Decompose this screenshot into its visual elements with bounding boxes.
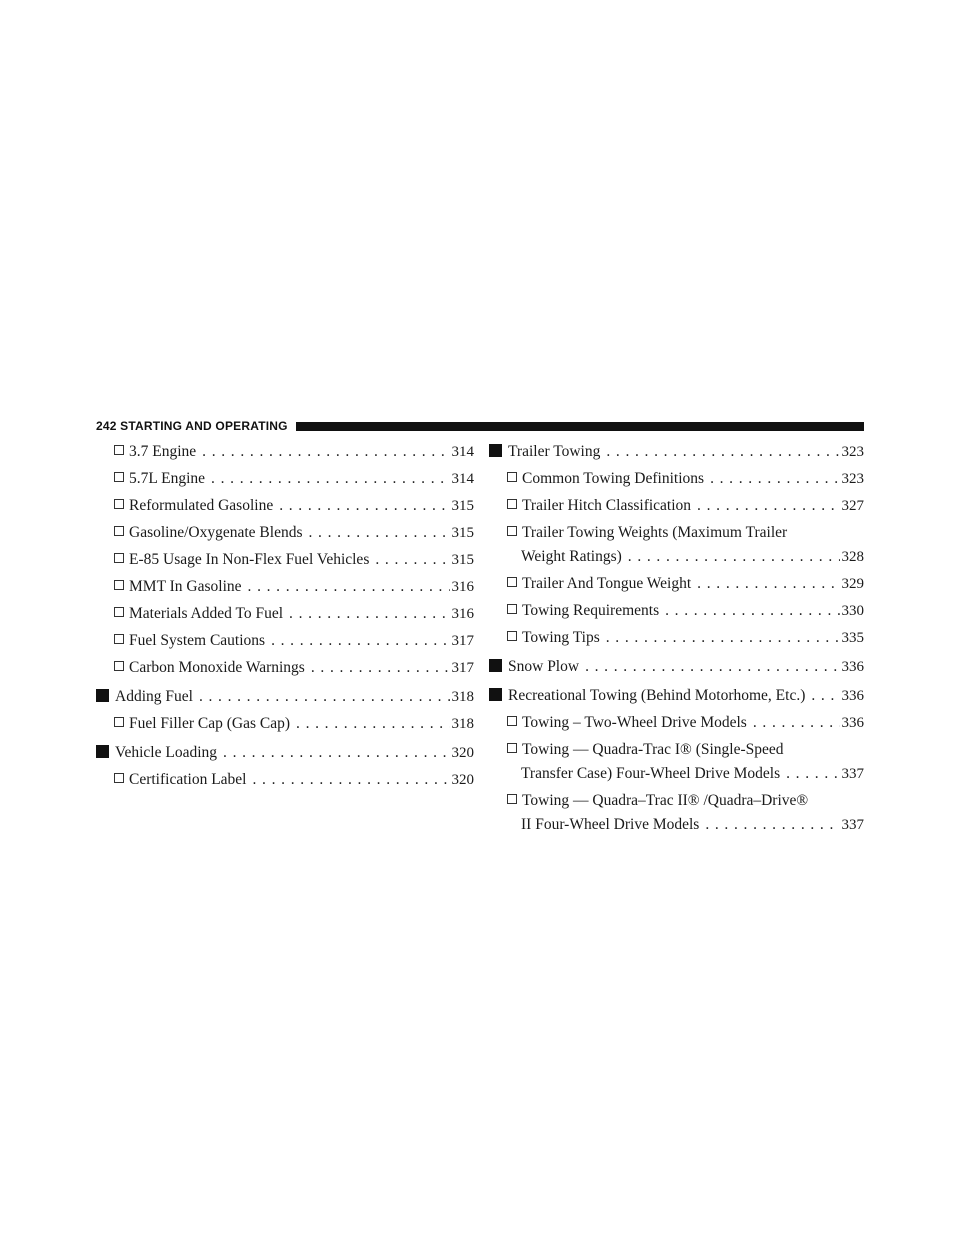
open-square-bullet-icon (507, 526, 517, 536)
toc-page-number: 328 (841, 549, 864, 565)
dot-leader (659, 599, 840, 623)
toc-entry-title-continued: Transfer Case) Four-Wheel Drive Models (521, 765, 781, 782)
toc-line (507, 467, 864, 491)
toc-subsection-entry (96, 467, 474, 491)
open-square-bullet-icon (507, 631, 517, 641)
toc-subsection-entry (96, 629, 474, 653)
toc-page-number: 329 (841, 576, 864, 592)
toc-line-continuation (507, 813, 864, 837)
dot-leader (369, 548, 450, 572)
dot-leader (579, 655, 840, 679)
toc-subsection-entry (96, 602, 474, 626)
toc-entry-title: Vehicle Loading (115, 744, 218, 761)
toc-page-number: 320 (451, 745, 474, 761)
dot-leader (691, 572, 840, 596)
toc-line (114, 548, 474, 572)
dot-leader (622, 545, 840, 569)
dot-leader (704, 467, 840, 491)
open-square-bullet-icon (114, 580, 124, 590)
toc-entry-title: 5.7L Engine (129, 470, 206, 487)
toc-entry-title: Recreational Towing (Behind Motorhome, Etc.) (508, 687, 806, 704)
dot-leader (302, 521, 450, 545)
toc-subsection-entry (489, 599, 864, 623)
open-square-bullet-icon (114, 526, 124, 536)
toc-line (507, 521, 864, 545)
dot-leader (196, 440, 450, 464)
open-square-bullet-icon (507, 499, 517, 509)
dot-leader (193, 685, 450, 709)
toc-entry-title: Snow Plow (508, 658, 580, 675)
toc-entry-title: Towing Tips (522, 629, 600, 646)
toc-line (114, 494, 474, 518)
dot-leader (247, 768, 451, 792)
toc-page-number: 317 (451, 660, 474, 676)
toc-left-column (96, 440, 474, 792)
open-square-bullet-icon (507, 472, 517, 482)
toc-entry-title: Trailer Hitch Classification (522, 497, 692, 514)
toc-page-number: 336 (841, 688, 864, 704)
filled-square-bullet-icon (489, 444, 502, 457)
toc-page-number: 316 (451, 579, 474, 595)
toc-entry-title: Towing — Quadra–Trac II® /Quadra–Drive® (522, 792, 809, 809)
toc-line (96, 741, 474, 765)
dot-leader (805, 684, 840, 708)
toc-page-number: 327 (841, 498, 864, 514)
toc-line (507, 711, 864, 735)
toc-page-number: 330 (841, 603, 864, 619)
toc-page-number: 314 (451, 444, 474, 460)
dot-leader (691, 494, 840, 518)
dot-leader (747, 711, 840, 735)
toc-entry-title: Towing – Two-Wheel Drive Models (522, 714, 747, 731)
toc-subsection-entry (96, 575, 474, 599)
toc-right-column (489, 440, 864, 837)
toc-page-number: 314 (451, 471, 474, 487)
dot-leader (217, 741, 450, 765)
toc-section-entry (96, 741, 474, 765)
toc-page-number: 337 (841, 817, 864, 833)
toc-subsection-entry (489, 467, 864, 491)
header-rule (296, 422, 864, 431)
toc-entry-title: Carbon Monoxide Warnings (129, 659, 305, 676)
toc-entry-title-continued: Weight Ratings) (521, 548, 622, 565)
toc-subsection-entry (489, 789, 864, 837)
open-square-bullet-icon (507, 577, 517, 587)
toc-page-number: 318 (451, 689, 474, 705)
toc-entry-title: Adding Fuel (115, 688, 193, 705)
open-square-bullet-icon (114, 445, 124, 455)
toc-line (96, 685, 474, 709)
toc-line (507, 626, 864, 650)
toc-line (114, 440, 474, 464)
toc-line (114, 712, 474, 736)
toc-line (489, 440, 864, 464)
toc-line (489, 655, 864, 679)
toc-entry-title: Towing Requirements (522, 602, 660, 619)
toc-page-number: 317 (451, 633, 474, 649)
toc-entry-title: Common Towing Definitions (522, 470, 705, 487)
toc-subsection-entry (96, 494, 474, 518)
toc-subsection-entry (489, 521, 864, 569)
section-title: STARTING AND OPERATING (120, 419, 288, 433)
toc-subsection-entry (96, 712, 474, 736)
toc-entry-title: Certification Label (129, 771, 247, 788)
page-header (96, 419, 864, 433)
toc-page-number: 318 (451, 716, 474, 732)
dot-leader (600, 626, 840, 650)
open-square-bullet-icon (114, 553, 124, 563)
toc-subsection-entry (96, 656, 474, 680)
dot-leader (205, 467, 450, 491)
toc-entry-title: Materials Added To Fuel (129, 605, 284, 622)
filled-square-bullet-icon (489, 659, 502, 672)
toc-line (507, 572, 864, 596)
toc-section-entry (489, 655, 864, 679)
header-title (96, 419, 296, 433)
open-square-bullet-icon (507, 604, 517, 614)
open-square-bullet-icon (507, 716, 517, 726)
dot-leader (780, 762, 840, 786)
toc-entry-title: Towing — Quadra-Trac I® (Single-Speed (522, 741, 784, 758)
toc-subsection-entry (489, 494, 864, 518)
open-square-bullet-icon (114, 773, 124, 783)
toc-line (114, 521, 474, 545)
toc-subsection-entry (96, 521, 474, 545)
toc-entry-title: E-85 Usage In Non-Flex Fuel Vehicles (129, 551, 370, 568)
toc-subsection-entry (489, 572, 864, 596)
toc-subsection-entry (489, 626, 864, 650)
toc-entry-title: Fuel System Cautions (129, 632, 266, 649)
open-square-bullet-icon (507, 794, 517, 804)
toc-line (114, 602, 474, 626)
toc-page-number: 315 (451, 498, 474, 514)
open-square-bullet-icon (114, 634, 124, 644)
toc-section-entry (489, 684, 864, 708)
toc-entry-title: Trailer Towing (508, 443, 601, 460)
dot-leader (290, 712, 450, 736)
toc-page-number: 337 (841, 766, 864, 782)
dot-leader (600, 440, 840, 464)
dot-leader (273, 494, 450, 518)
toc-subsection-entry (96, 768, 474, 792)
toc-entry-title: Trailer Towing Weights (Maximum Trailer (522, 524, 788, 541)
toc-line (114, 629, 474, 653)
toc-entry-title: Fuel Filler Cap (Gas Cap) (129, 715, 291, 732)
toc-entry-title: Reformulated Gasoline (129, 497, 274, 514)
toc-page-number: 320 (451, 772, 474, 788)
toc-subsection-entry (96, 548, 474, 572)
toc-page-number: 323 (841, 444, 864, 460)
toc-entry-title: Trailer And Tongue Weight (522, 575, 692, 592)
toc-page-number: 316 (451, 606, 474, 622)
toc-page-number: 336 (841, 659, 864, 675)
toc-page-number: 315 (451, 552, 474, 568)
toc-line (507, 494, 864, 518)
filled-square-bullet-icon (96, 745, 109, 758)
toc-subsection-entry (489, 738, 864, 786)
toc-line-continuation (507, 762, 864, 786)
toc-entry-title: 3.7 Engine (129, 443, 197, 460)
dot-leader (283, 602, 450, 626)
toc-page-number: 323 (841, 471, 864, 487)
toc-page-number: 315 (451, 525, 474, 541)
toc-line (114, 768, 474, 792)
toc-subsection-entry (489, 711, 864, 735)
toc-line (114, 467, 474, 491)
toc-line (114, 656, 474, 680)
toc-line-continuation (507, 545, 864, 569)
toc-section-entry (96, 685, 474, 709)
toc-line (507, 599, 864, 623)
open-square-bullet-icon (114, 661, 124, 671)
toc-line (507, 738, 864, 762)
toc-page-number: 335 (841, 630, 864, 646)
open-square-bullet-icon (114, 499, 124, 509)
open-square-bullet-icon (114, 607, 124, 617)
filled-square-bullet-icon (489, 688, 502, 701)
toc-entry-title: MMT In Gasoline (129, 578, 242, 595)
dot-leader (265, 629, 450, 653)
open-square-bullet-icon (114, 472, 124, 482)
page-number: 242 (96, 419, 117, 433)
toc-line (114, 575, 474, 599)
filled-square-bullet-icon (96, 689, 109, 702)
toc-entry-title: Gasoline/Oxygenate Blends (129, 524, 303, 541)
dot-leader (242, 575, 450, 599)
toc-subsection-entry (96, 440, 474, 464)
dot-leader (699, 813, 840, 837)
toc-entry-title-continued: II Four-Wheel Drive Models (521, 816, 700, 833)
toc-page-number: 336 (841, 715, 864, 731)
toc-line (507, 789, 864, 813)
toc-section-entry (489, 440, 864, 464)
toc-line (489, 684, 864, 708)
open-square-bullet-icon (507, 743, 517, 753)
open-square-bullet-icon (114, 717, 124, 727)
dot-leader (305, 656, 450, 680)
